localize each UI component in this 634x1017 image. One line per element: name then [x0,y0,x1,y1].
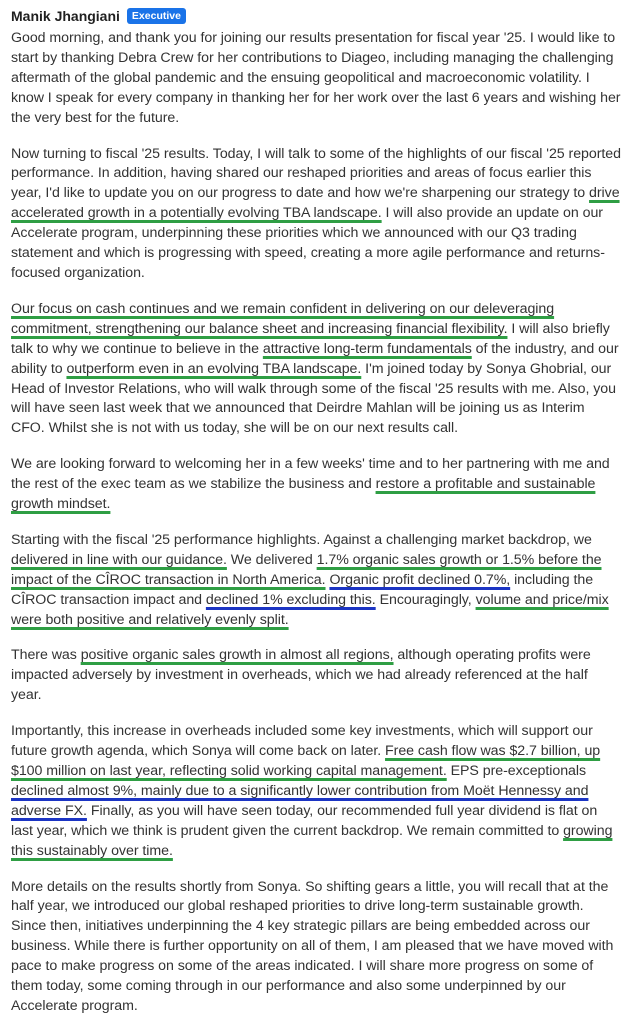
highlight-positive: outperform even in an evolving TBA landscape. [66,360,362,377]
highlight-positive: attractive long-term fundamentals [262,340,472,357]
paragraph-text: There was [11,647,81,664]
paragraph-text: We delivered [226,551,317,568]
paragraph-text: of the industry, and our ability to [11,340,619,377]
paragraph-text: Now turning to fiscal '25 results. Today, I will talk to some of the highlights of our fiscal '25 reported performance. In addition, having shared our reshaped priorities and areas of focus earlier this year, I'd like to update you on our progress to date and how we're sharpening our strategy to [11,145,621,202]
highlight-positive: Free cash flow was $2.7 billion, up $100 million on last year, reflecting solid working capital management. [11,743,601,779]
paragraph-text: I will also provide an update on our Accelerate program, underpinning these priorities which we announced with our Q3 trading statement and which is progressing with speed, creating a more agile performance and returns-focused organization. [11,205,605,281]
speaker-name: Manik Jhangiani [11,8,120,24]
transcript-paragraph [11,531,622,631]
highlight-positive: Our focus on cash continues and we remain confident in delivering on our deleveraging commitment, strengthening our balance sheet and increasing financial flexibility. [11,300,555,337]
transcript-paragraph [11,878,622,1017]
paragraph-text: although operating profits were impacted adversely by investment in overheads, which we had already referenced at the half year. [11,647,591,704]
transcript-paragraph [11,646,622,706]
highlight-negative: Organic profit declined 0.7%, [329,571,511,588]
paragraph-text: I will also briefly talk to why we continue to believe in the [11,320,610,357]
role-badge: Executive [127,8,186,24]
paragraph-text: Encouragingly, [375,591,476,608]
paragraph-text: More details on the results shortly from Sonya. So shifting gears a little, you will recall that at the half year, we introduced our global reshaped priorities to drive long-term sustainable growth. Since then, initiatives underpinning the 4 key strategic pillars are being embedded across our business. While there is further opportunity on all of them, I am pleased that we have moved with pace to make progress on some of the areas indicated. I will share more progress on some of them today, some coming through in our performance and also some underpinned by our Accelerate program. [11,878,614,1014]
paragraph-text: EPS pre-exceptionals [446,763,587,779]
paragraph-text: Good morning, and thank you for joining our results presentation for fiscal year '25. I would like to start by thanking Debra Crew for her contributions to Diageo, including managing the challenging aftermath of the global pandemic and the ensuing geopolitical and macroeconomic volatility. I know I speak for every company in thanking her for her work over the last 6 years and wishing her the very best for the future. [11,30,621,126]
paragraph-text: Importantly, this increase in overheads included some key investments, which will support our future growth agenda, which Sonya will come back on later. [11,723,593,760]
highlight-negative: declined almost 9%, mainly due to a significantly lower contribution from Moët Hennessy and adverse FX. [11,782,589,819]
transcript-paragraph [11,455,622,515]
transcript-paragraph [11,722,622,861]
transcript-paragraph [11,300,622,439]
highlight-positive: restore a profitable and sustainable growth mindset. [11,476,596,513]
paragraph-text: Finally, as you will have seen today, our recommended full year dividend is flat on last year, which we think is prudent given the current backdrop. We remain committed to [11,802,598,839]
transcript-paragraph [11,145,622,284]
highlight-positive: volume and price/mix were both positive and relatively evenly split. [11,591,609,628]
highlight-negative: declined 1% excluding this. [205,591,376,608]
paragraph-text: including the CÎROC transaction impact and [11,571,594,608]
transcript-body [11,29,622,1017]
paragraph-text: We are looking forward to welcoming her in a few weeks' time and to her partnering with me and the rest of the exec team as we stabilize the business and [11,456,610,493]
highlight-positive: positive organic sales growth in almost all regions, [80,647,394,664]
highlight-positive: 1.7% organic sales growth or 1.5% before the impact of the CÎROC transaction in North America. [11,551,602,588]
highlight-positive: drive accelerated growth in a potentially evolving TBA landscape. [11,185,620,222]
paragraph-text: Starting with the fiscal '25 performance highlights. Against a challenging market backdrop, we [11,531,592,548]
paragraph-text: I'm joined today by Sonya Ghobrial, our Head of Investor Relations, who will walk through some of the fiscal '25 results with me. Also, you will have seen last week that we announced that Deirdre Mahlan will be joining us as Interim CFO. Whilst she is not with us today, she will be on our next results call. [11,360,616,437]
highlight-positive: growing this sustainably over time. [11,822,613,859]
transcript-paragraph [11,29,622,129]
speaker-header [11,6,622,26]
highlight-positive: delivered in line with our guidance. [11,551,227,568]
